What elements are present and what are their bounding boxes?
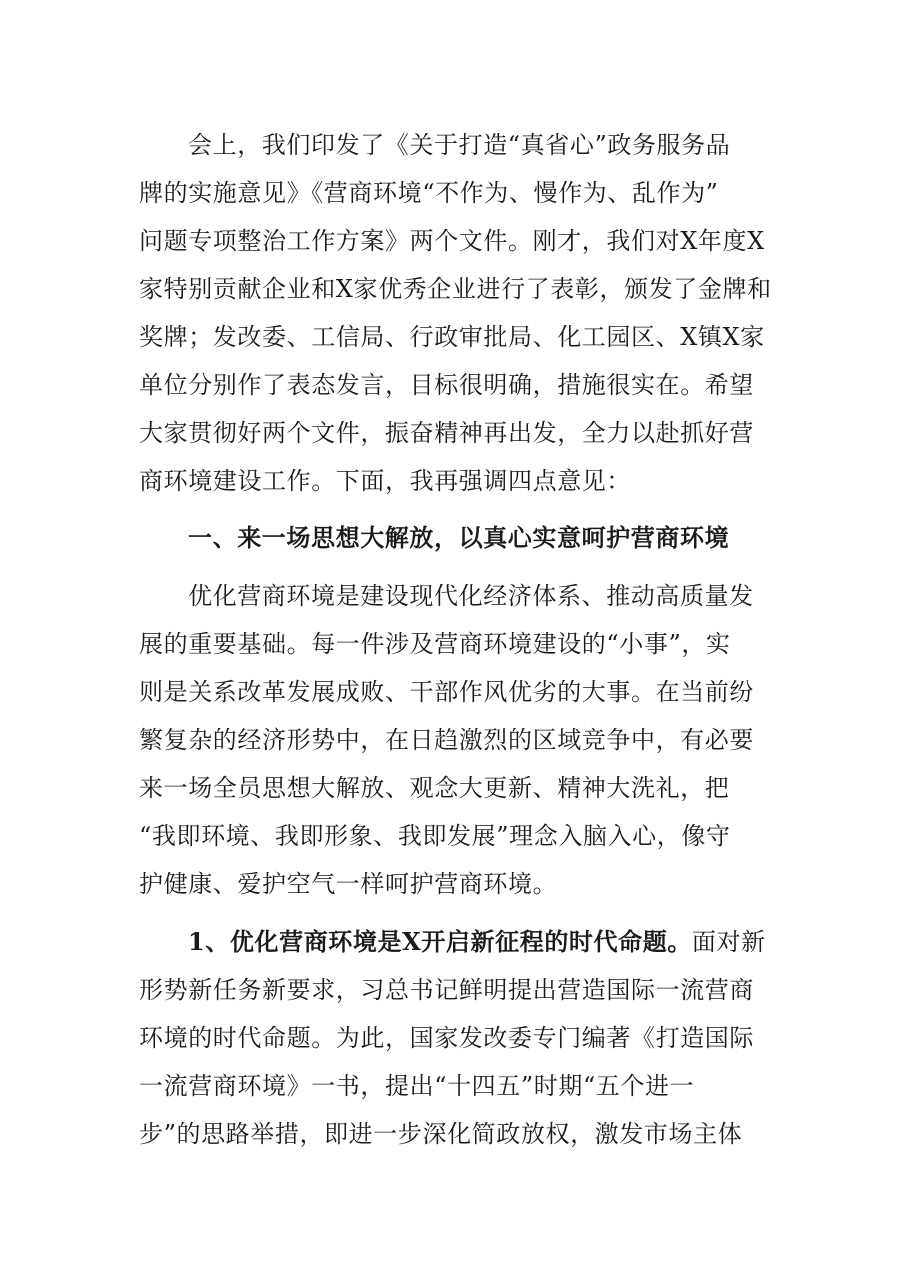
paragraph-line: 单位分别作了表态发言，目标很明确，措施很实在。希望	[139, 371, 754, 399]
paragraph-line: 牌的实施意见》《营商环境“不作为、慢作为、乱作为”	[139, 179, 719, 207]
paragraph-line: 步”的思路举措，即进一步深化简政放权，激发市场主体	[139, 1120, 743, 1148]
section-heading: 一、来一场思想大解放，以真心实意呵护营商环境	[188, 523, 730, 552]
paragraph-line: 展的重要基础。每一件涉及营商环境建设的“小事”，实	[139, 630, 731, 658]
paragraph-line: 来一场全员思想大解放、观念大更新、精神大洗礼，把	[139, 774, 730, 802]
point-title: 1、优化营商环境是X开启新征程的时代命题。	[188, 927, 692, 956]
paragraph-line: 护健康、爱护空气一样呵护营商环境。	[139, 870, 558, 898]
paragraph-line: 环境的时代命题。为此，国家发改委专门编著《打造国际	[139, 1024, 754, 1052]
paragraph-line: 则是关系改革发展成败、干部作风优劣的大事。在当前纷	[139, 678, 754, 706]
point-paragraph-line	[188, 918, 778, 966]
point-text: 面对新	[691, 928, 766, 956]
paragraph-line: 繁复杂的经济形势中，在日趋激烈的区域竞争中，有必要	[139, 726, 754, 754]
paragraph-line: “我即环境、我即形象、我即发展”理念入脑入心，像守	[139, 822, 731, 850]
paragraph-line: 优化营商环境是建设现代化经济体系、推动高质量发	[188, 582, 754, 610]
paragraph-line: 商环境建设工作。下面，我再强调四点意见：	[139, 467, 631, 495]
paragraph-line: 形势新任务新要求，习总书记鲜明提出营造国际一流营商	[139, 976, 754, 1004]
paragraph-line: 家特别贡献企业和X家优秀企业进行了表彰，颁发了金牌和	[139, 275, 772, 303]
paragraph-line: 大家贯彻好两个文件，振奋精神再出发，全力以赴抓好营	[139, 419, 754, 447]
paragraph-line: 一流营商环境》一书，提出“十四五”时期“五个进一	[139, 1072, 695, 1100]
paragraph-line: 奖牌；发改委、工信局、行政审批局、化工园区、X镇X家	[139, 323, 765, 351]
paragraph-line: 会上，我们印发了《关于打造“真省心”政务服务品	[188, 131, 731, 159]
paragraph-line: 问题专项整治工作方案》两个文件。刚才，我们对X年度X	[139, 227, 765, 255]
